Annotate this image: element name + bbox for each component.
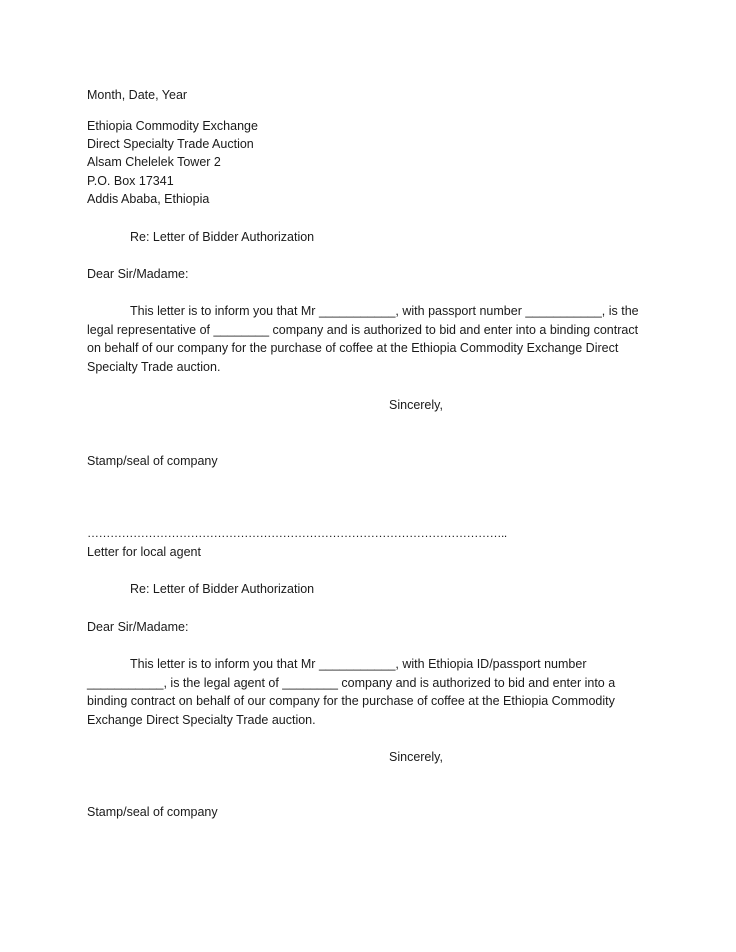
address-line-5: Addis Ababa, Ethiopia xyxy=(87,192,210,206)
letter-body-text-2: This letter is to inform you that Mr ___________, with Ethiopia ID/passport number ___________, is the legal agent of ________ company and is authorized to bid and enter into a binding contract on behalf of our company for the purchase of coffee at the Ethiopia Commodity Exchange Direct Specialty Trade auction. xyxy=(87,657,616,727)
subject-line-2: Re: Letter of Bidder Authorization xyxy=(130,582,315,596)
closing: Sincerely, xyxy=(389,398,443,412)
letter-body-text: This letter is to inform you that Mr ___________, with passport number ___________, is the legal representative of ________ company and is authorized to bid and enter into a binding contract on behalf of our company for the purchase of coffee at the Ethiopia Commodity Exchange Direct Specialty Trade auction. xyxy=(87,304,639,374)
stamp-label: Stamp/seal of company xyxy=(87,454,218,468)
dotted-divider: ……………………………………………………………………………………………….. xyxy=(87,526,507,540)
address-line-4: P.O. Box 17341 xyxy=(87,174,174,188)
section-heading: Letter for local agent xyxy=(87,545,201,559)
subject-line: Re: Letter of Bidder Authorization xyxy=(130,230,315,244)
letter-body xyxy=(87,302,647,376)
letter-body-2 xyxy=(87,655,647,729)
address-line-3: Alsam Chelelek Tower 2 xyxy=(87,155,221,169)
closing-2: Sincerely, xyxy=(389,750,443,764)
address-line-2: Direct Specialty Trade Auction xyxy=(87,137,254,151)
stamp-label-2: Stamp/seal of company xyxy=(87,805,218,819)
letter-date: Month, Date, Year xyxy=(87,88,188,102)
address-line-1: Ethiopia Commodity Exchange xyxy=(87,119,258,133)
salutation: Dear Sir/Madame: xyxy=(87,267,189,281)
salutation-2: Dear Sir/Madame: xyxy=(87,620,189,634)
